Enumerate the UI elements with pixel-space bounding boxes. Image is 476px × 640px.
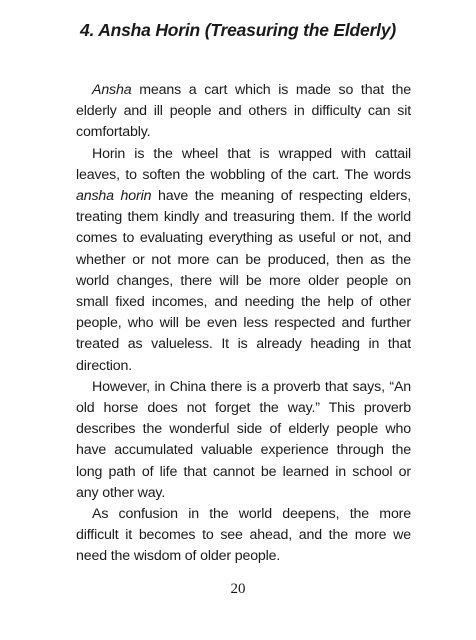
paragraph-1-text: means a cart which is made so that the elderly and ill people and others in difficulty can sit comfortably. [76, 82, 411, 141]
paragraph-4: As confusion in the world deepens, the more difficult it becomes to see ahead, and the more we need the wisdom of older people. [76, 506, 411, 565]
paragraph-2-text-after: have the meaning of respecting elders, treating them kindly and treasuring them. If the world comes to evaluating everything as useful or not, and whether or not more can be produced, then as the world changes, there will be more older people on small fixed incomes, and needing the help of other people, who will be even less respected and further treated as valueless. It is already heading in that direction. [76, 188, 411, 374]
page-title: 4. Ansha Horin (Treasuring the Elderly) [79, 20, 397, 40]
italic-term-ansha-horin: ansha horin [76, 188, 152, 205]
paragraph-2-text-before: Horin is the wheel that is wrapped with cattail leaves, to soften the wobbling of the cart. The words [76, 145, 411, 183]
paragraph-2 [76, 144, 411, 377]
body-text [76, 80, 411, 568]
paragraph-1 [76, 80, 411, 144]
italic-term-ansha: Ansha [92, 82, 132, 98]
paragraph-3: However, in China there is a proverb that says, “An old horse does not forget the way.” This proverb describes the wonderful side of elderly people who have accumulated valuable experience through the long path of life that cannot be learned in school or any other way. [76, 378, 411, 501]
page-number: 20 [230, 581, 246, 597]
